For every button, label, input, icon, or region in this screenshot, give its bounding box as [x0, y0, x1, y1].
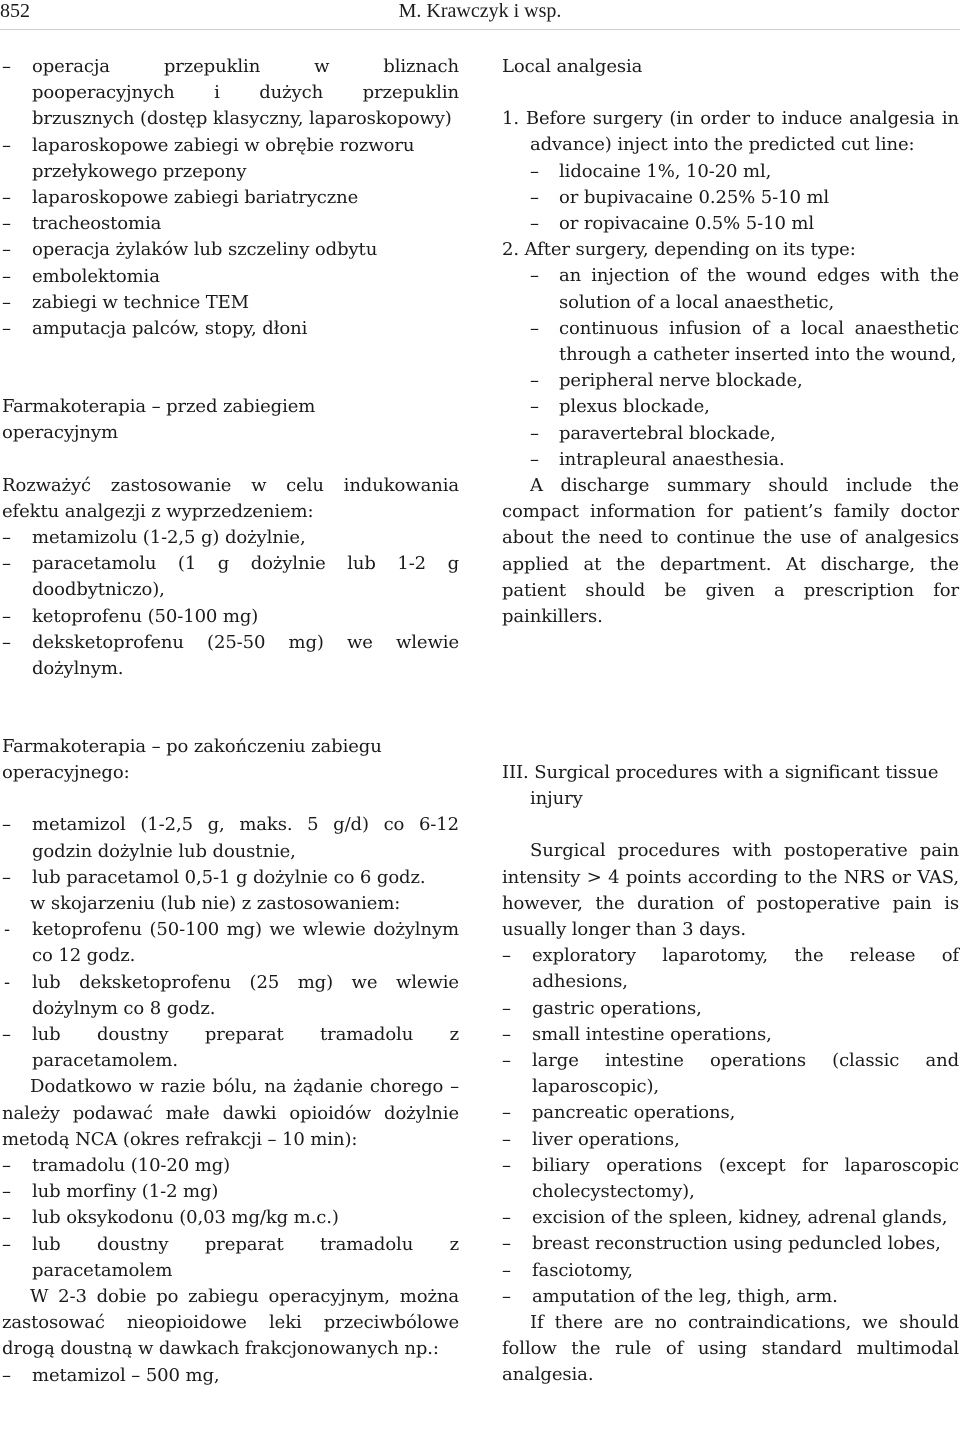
section-heading: III. Surgical procedures with a significant tissue injury — [502, 762, 939, 810]
list-item: – metamizolu (1-2,5 g) dożylnie, — [2, 525, 459, 551]
list-item: – lub oksykodonu (0,03 mg/kg m.c.) — [2, 1205, 459, 1231]
section-heading: Local analgesia — [502, 56, 643, 77]
list-item: – zabiegi w technice TEM — [2, 290, 459, 316]
list-item: – ketoprofenu (50-100 mg) — [2, 604, 459, 630]
list-item: – biliary operations (except for laparoscopic cholecystectomy), — [502, 1153, 959, 1205]
list-item: – lub doustny preparat tramadolu z paracetamolem — [2, 1232, 459, 1284]
list-item: – tracheostomia — [2, 211, 459, 237]
running-head: M. Krawczyk i wsp. — [398, 0, 562, 22]
list-item: – or ropivacaine 0.5% 5-10 ml — [502, 211, 959, 237]
list-item: – lidocaine 1%, 10-20 ml, — [502, 159, 959, 185]
list-item: – large intestine operations (classic and laparoscopic), — [502, 1048, 959, 1100]
list-item: – metamizol (1-2,5 g, maks. 5 g/d) co 6-12 godzin dożylnie lub doustnie, — [2, 812, 459, 864]
list-item: – lub doustny preparat tramadolu z paracetamolem. — [2, 1022, 459, 1074]
list-item: – laparoskopowe zabiegi w obrębie rozworu przełykowego przepony — [2, 133, 459, 185]
list-item: – plexus blockade, — [502, 394, 959, 420]
numbered-item: 2. After surgery, depending on its type: — [502, 239, 856, 261]
section-heading: Farmakoterapia – przed zabiegiem operacyjnym — [2, 396, 316, 444]
paragraph: Rozważyć zastosowanie w celu indukowania efektu analgezji z wyprzedzeniem: — [2, 474, 459, 522]
page-number: 852 — [0, 0, 30, 22]
list-item: – or bupivacaine 0.25% 5-10 ml — [502, 185, 959, 211]
list-item: – liver operations, — [502, 1127, 959, 1153]
list-item: – intrapleural anaesthesia. — [502, 447, 959, 473]
numbered-item: 1. Before surgery (in order to induce analgesia in advance) inject into the predicted cut line: — [502, 108, 959, 156]
list-item: – small intestine operations, — [502, 1022, 959, 1048]
list-item: – paravertebral blockade, — [502, 421, 959, 447]
header-rule — [0, 29, 960, 30]
list-item: – amputacja palców, stopy, dłoni — [2, 316, 459, 342]
sub-list-item: - lub deksketoprofenu (25 mg) we wlewie dożylnym co 8 godz. — [2, 970, 459, 1022]
list-item: – breast reconstruction using peduncled lobes, — [502, 1231, 959, 1257]
list-item: – metamizol – 500 mg, — [2, 1363, 459, 1389]
list-item: – continuous infusion of a local anaesthetic through a catheter inserted into the wound, — [502, 316, 959, 368]
paragraph: Surgical procedures with postoperative pain intensity > 4 points according to the NRS or VAS, however, the duration of postoperative pain is usually longer than 3 days. — [502, 840, 959, 941]
paragraph: A discharge summary should include the compact information for patient’s family doctor about the need to continue the use of analgesics applied at the department. At discharge, the patient should be given a prescription for painkillers. — [502, 475, 959, 628]
list-item: – lub paracetamol 0,5-1 g dożylnie co 6 godz. — [2, 865, 459, 891]
list-item: – operacja żylaków lub szczeliny odbytu — [2, 237, 459, 263]
list-item: – lub morfiny (1-2 mg) — [2, 1179, 459, 1205]
list-item: – tramadolu (10-20 mg) — [2, 1153, 459, 1179]
list-item: – an injection of the wound edges with the solution of a local anaesthetic, — [502, 263, 959, 315]
list-item: – laparoskopowe zabiegi bariatryczne — [2, 185, 459, 211]
list-item: – gastric operations, — [502, 996, 959, 1022]
list-item: – paracetamolu (1 g dożylnie lub 1-2 g doodbytniczo), — [2, 551, 459, 603]
list-item: – amputation of the leg, thigh, arm. — [502, 1284, 959, 1310]
paragraph: W 2-3 dobie po zabiegu operacyjnym, można zastosować nieopioidowe leki przeciwbólowe drogą doustną w dawkach frakcjonowanych np.: — [2, 1286, 459, 1360]
list-item: – deksketoprofenu (25-50 mg) we wlewie dożylnym. — [2, 630, 459, 682]
paragraph: w skojarzeniu (lub nie) z zastosowaniem: — [30, 893, 401, 915]
list-item: – operacja przepuklin w bliznach pooperacyjnych i dużych przepuklin brzusznych (dostęp klasyczny, laparoskopowy) — [2, 54, 459, 133]
list-item: – excision of the spleen, kidney, adrenal glands, — [502, 1205, 959, 1231]
list-item: – peripheral nerve blockade, — [502, 368, 959, 394]
paragraph: If there are no contraindications, we should follow the rule of using standard multimodal analgesia. — [502, 1312, 959, 1386]
left-top-section — [2, 54, 459, 682]
list-item: – embolektomia — [2, 264, 459, 290]
paragraph: Dodatkowo w razie bólu, na żądanie chorego – należy podawać małe dawki opioidów dożylnie metodą NCA (okres refrakcji – 10 min): — [2, 1076, 459, 1150]
list-item: – pancreatic operations, — [502, 1100, 959, 1126]
left-bottom-section — [2, 734, 459, 1389]
list-item: – exploratory laparotomy, the release of adhesions, — [502, 943, 959, 995]
right-top-section — [502, 54, 959, 630]
right-bottom-section — [502, 760, 959, 1389]
section-heading: Farmakoterapia – po zakończeniu zabiegu operacyjnego: — [2, 736, 382, 784]
sub-list-item: - ketoprofenu (50-100 mg) we wlewie dożylnym co 12 godz. — [2, 917, 459, 969]
page-header — [0, 0, 960, 30]
list-item: – fasciotomy, — [502, 1258, 959, 1284]
